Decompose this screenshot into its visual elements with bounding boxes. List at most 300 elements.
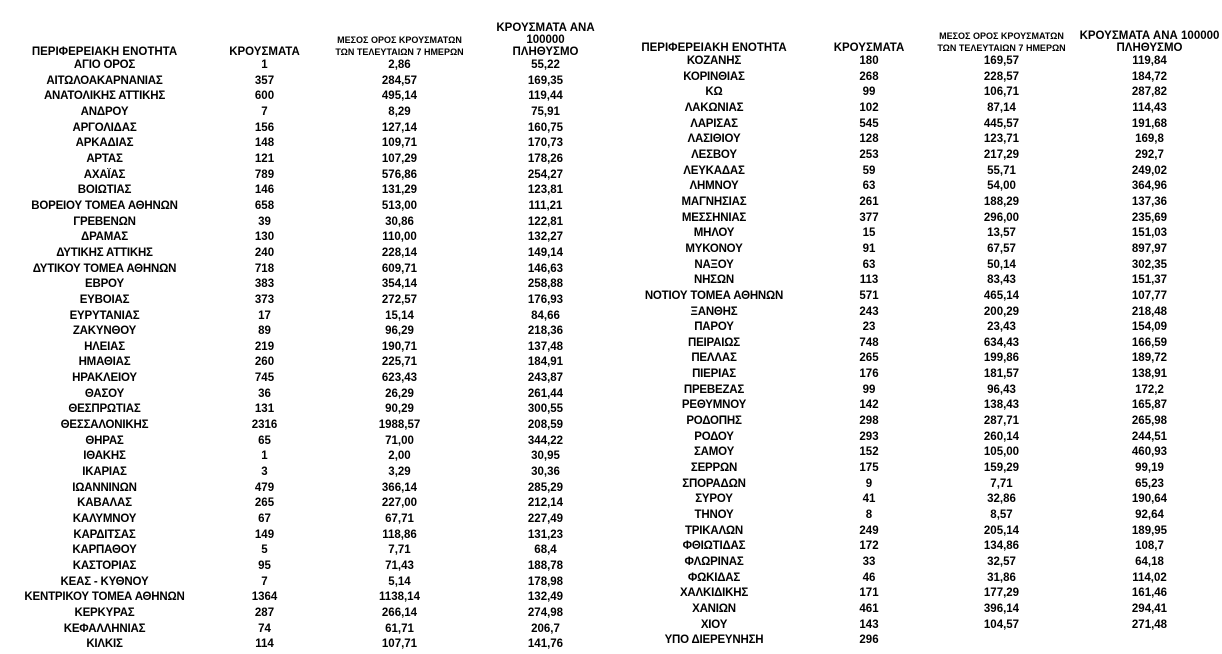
table-row xyxy=(614,430,1220,446)
avg7-cell: 61,71 xyxy=(385,622,414,635)
region-cell: ΜΕΣΣΗΝΙΑΣ xyxy=(681,211,747,224)
per100k-cell: 149,14 xyxy=(527,246,564,259)
cases-cell: 600 xyxy=(254,90,275,103)
region-cell: ΚΕΝΤΡΙΚΟΥ ΤΟΜΕΑ ΑΘΗΝΩΝ xyxy=(24,591,185,604)
cases-cell: 148 xyxy=(254,137,275,150)
region-cell: ΕΒΡΟΥ xyxy=(85,278,124,291)
region-cell: ΛΕΥΚΑΔΑΣ xyxy=(683,164,745,177)
per100k-cell: 131,23 xyxy=(527,528,564,541)
per100k-cell: 151,37 xyxy=(1131,274,1168,287)
region-cell: ΣΑΜΟΥ xyxy=(693,446,735,459)
header-region: ΠΕΡΙΦΕΡΕΙΑΚΗ ΕΝΟΤΗΤΑ xyxy=(641,42,787,54)
avg7-cell: 260,14 xyxy=(983,430,1020,443)
cases-cell: 67 xyxy=(258,513,271,526)
region-cell: ΛΑΚΩΝΙΑΣ xyxy=(684,101,744,114)
avg7-cell: 354,14 xyxy=(381,278,418,291)
cases-cell: 131 xyxy=(254,403,275,416)
region-cell: ΑΧΑΪΑΣ xyxy=(83,168,126,181)
cases-cell: 46 xyxy=(862,571,876,584)
table-row xyxy=(614,117,1220,133)
cases-cell: 3 xyxy=(261,466,268,479)
cases-cell: 2316 xyxy=(251,419,278,432)
table-row xyxy=(614,195,1220,211)
region-cell: ΝΗΣΩΝ xyxy=(693,274,735,287)
cases-cell: 1 xyxy=(261,450,268,463)
table-row xyxy=(2,418,614,434)
table-row xyxy=(614,445,1220,461)
avg7-cell: 623,43 xyxy=(381,372,418,385)
region-cell: ΔΡΑΜΑΣ xyxy=(81,231,128,244)
per100k-cell: 170,73 xyxy=(527,137,564,150)
avg7-cell: 5,14 xyxy=(388,575,411,588)
table-row xyxy=(2,449,614,465)
region-cell: ΧΑΛΚΙΔΙΚΗΣ xyxy=(679,587,749,600)
per100k-cell: 165,87 xyxy=(1131,399,1168,412)
region-cell: ΑΝΔΡΟΥ xyxy=(80,105,129,118)
cases-cell: 89 xyxy=(258,325,271,338)
region-cell: ΑΡΤΑΣ xyxy=(86,152,123,165)
cases-cell: 7 xyxy=(261,105,268,118)
per100k-cell: 169,35 xyxy=(527,74,564,87)
header-per100k: ΚΡΟΥΣΜΑΤΑ ΑΝΑ 100000 ΠΛΗΘΥΣΜΟ xyxy=(496,22,595,58)
avg7-cell: 54,00 xyxy=(987,180,1016,193)
table-row xyxy=(2,622,614,638)
table-row xyxy=(2,199,614,215)
cases-cell: 95 xyxy=(258,560,271,572)
cases-cell: 545 xyxy=(859,117,879,130)
table-header-left xyxy=(2,22,614,58)
avg7-cell: 105,00 xyxy=(983,446,1020,459)
cases-cell: 9 xyxy=(865,477,873,490)
per100k-cell: 300,55 xyxy=(527,403,564,416)
avg7-cell: 127,14 xyxy=(381,121,418,134)
avg7-cell: 159,29 xyxy=(983,462,1020,475)
cases-cell: 745 xyxy=(254,372,275,385)
table-row xyxy=(614,85,1220,101)
table-row xyxy=(2,528,614,544)
cases-cell: 36 xyxy=(258,387,271,400)
cases-cell: 789 xyxy=(254,168,275,181)
avg7-cell: 465,14 xyxy=(983,289,1020,302)
cases-cell: 33 xyxy=(862,556,876,568)
cases-cell: 99 xyxy=(862,383,876,396)
avg7-cell: 32,57 xyxy=(987,556,1016,568)
region-cell: ΑΡΓΟΛΙΔΑΣ xyxy=(72,121,137,134)
header-avg7: ΜΕΣΟΣ ΟΡΟΣ ΚΡΟΥΣΜΑΤΩΝ ΤΩΝ ΤΕΛΕΥΤΑΙΩΝ 7 ΗΜΕΡΩΝ xyxy=(335,35,464,57)
region-cell: ΡΕΘΥΜΝΟΥ xyxy=(681,399,747,412)
table-row xyxy=(614,336,1220,352)
region-cell: ΚΙΛΚΙΣ xyxy=(86,638,123,651)
per100k-cell: 191,68 xyxy=(1131,117,1168,130)
region-cell: ΕΥΒΟΙΑΣ xyxy=(79,293,130,306)
per100k-cell: 154,09 xyxy=(1131,321,1168,334)
header-cases: ΚΡΟΥΣΜΑΤΑ xyxy=(229,46,300,58)
avg7-cell: 227,00 xyxy=(381,497,418,510)
cases-cell: 5 xyxy=(261,544,268,557)
avg7-cell: 118,86 xyxy=(382,528,417,541)
per100k-cell: 166,59 xyxy=(1131,336,1168,349)
table-row xyxy=(614,289,1220,305)
table-row xyxy=(2,434,614,450)
per100k-cell: 258,88 xyxy=(527,278,564,291)
cases-cell: 102 xyxy=(859,101,879,114)
region-cell: ΑΡΚΑΔΙΑΣ xyxy=(75,137,134,150)
table-row xyxy=(614,320,1220,336)
region-cell: ΚΑΣΤΟΡΙΑΣ xyxy=(72,560,137,572)
per100k-cell: 92,64 xyxy=(1135,509,1164,522)
per100k-cell: 146,63 xyxy=(527,262,564,275)
avg7-cell: 609,71 xyxy=(381,262,418,275)
avg7-cell: 190,71 xyxy=(381,340,418,353)
cases-cell: 479 xyxy=(254,481,275,494)
table-row xyxy=(614,539,1220,555)
region-cell: ΞΑΝΘΗΣ xyxy=(690,305,738,318)
header-region: ΠΕΡΙΦΕΡΕΙΑΚΗ ΕΝΟΤΗΤΑ xyxy=(31,46,178,58)
cases-cell: 253 xyxy=(859,148,879,161)
per100k-cell: 108,7 xyxy=(1135,540,1164,553)
avg7-cell: 2,00 xyxy=(388,450,411,463)
avg7-cell: 104,57 xyxy=(983,618,1020,631)
table-row xyxy=(2,136,614,152)
per100k-cell: 99,19 xyxy=(1135,462,1164,475)
per100k-cell: 161,46 xyxy=(1131,587,1168,600)
avg7-cell: 71,43 xyxy=(385,560,414,572)
cases-cell: 143 xyxy=(859,618,879,631)
per100k-cell: 178,26 xyxy=(527,152,564,165)
cases-table-right xyxy=(614,22,1220,649)
region-cell: ΛΑΡΙΣΑΣ xyxy=(690,117,738,130)
table-row xyxy=(614,211,1220,227)
per100k-cell xyxy=(1079,633,1220,649)
table-row xyxy=(614,164,1220,180)
per100k-cell: 114,02 xyxy=(1132,571,1167,584)
avg7-cell: 96,43 xyxy=(987,383,1016,396)
cases-cell: 65 xyxy=(258,434,271,447)
per100k-cell: 137,36 xyxy=(1131,195,1168,208)
cases-cell: 175 xyxy=(859,462,879,475)
avg7-cell: 123,71 xyxy=(983,133,1020,146)
cases-cell: 142 xyxy=(859,399,879,412)
region-cell: ΝΟΤΙΟΥ ΤΟΜΕΑ ΑΘΗΝΩΝ xyxy=(644,289,784,302)
cases-cell: 383 xyxy=(254,278,275,291)
per100k-cell: 292,7 xyxy=(1135,148,1164,161)
cases-cell: 171 xyxy=(859,587,879,600)
region-cell: ΘΑΣΟΥ xyxy=(84,387,125,400)
table-row xyxy=(2,512,614,528)
avg7-cell: 67,71 xyxy=(385,513,414,526)
per100k-cell: 68,4 xyxy=(534,544,557,557)
region-cell: ΚΕΦΑΛΛΗΝΙΑΣ xyxy=(63,622,146,635)
table-row xyxy=(2,215,614,231)
table-row xyxy=(614,461,1220,477)
table-row xyxy=(2,246,614,262)
per100k-cell: 65,23 xyxy=(1135,477,1164,490)
avg7-cell: 110,00 xyxy=(382,231,417,244)
table-row xyxy=(614,602,1220,618)
table-row xyxy=(614,179,1220,195)
region-cell: ΚΟΡΙΝΘΙΑΣ xyxy=(683,70,745,83)
table-row xyxy=(614,242,1220,258)
avg7-cell: 217,29 xyxy=(983,148,1020,161)
table-row xyxy=(2,121,614,137)
region-cell: ΚΑΡΔΙΤΣΑΣ xyxy=(73,528,136,541)
avg7-cell: 8,57 xyxy=(990,509,1013,522)
avg7-cell: 134,86 xyxy=(983,540,1020,553)
per100k-cell: 212,14 xyxy=(527,497,564,510)
region-cell: ΗΜΑΘΙΑΣ xyxy=(78,356,131,369)
cases-cell: 74 xyxy=(258,622,271,635)
per100k-cell: 227,49 xyxy=(527,513,564,526)
region-cell: ΝΑΞΟΥ xyxy=(694,258,734,271)
region-cell: ΘΕΣΠΡΩΤΙΑΣ xyxy=(68,403,141,416)
cases-cell: 91 xyxy=(862,242,876,255)
table-row xyxy=(2,340,614,356)
region-cell: ΑΙΤΩΛΟΑΚΑΡΝΑΝΙΑΣ xyxy=(46,74,163,87)
per100k-cell: 160,75 xyxy=(527,121,564,134)
region-cell: ΜΑΓΝΗΣΙΑΣ xyxy=(681,195,747,208)
region-cell: ΚΟΖΑΝΗΣ xyxy=(686,55,742,67)
table-row xyxy=(614,618,1220,634)
cases-cell: 156 xyxy=(254,121,275,134)
per100k-cell: 151,03 xyxy=(1131,227,1168,240)
per100k-cell: 122,81 xyxy=(527,215,564,228)
table-row xyxy=(2,465,614,481)
per100k-cell: 132,49 xyxy=(527,591,564,604)
cases-cell: 121 xyxy=(254,152,275,165)
avg7-cell: 284,57 xyxy=(381,74,418,87)
table-row xyxy=(614,383,1220,399)
cases-cell: 298 xyxy=(859,415,879,428)
per100k-cell: 172,2 xyxy=(1135,383,1164,396)
avg7-cell: 188,29 xyxy=(983,195,1020,208)
table-row xyxy=(2,277,614,293)
per100k-cell: 218,48 xyxy=(1131,305,1168,318)
table-row xyxy=(2,183,614,199)
region-cell: ΒΟΡΕΙΟΥ ΤΟΜΕΑ ΑΘΗΝΩΝ xyxy=(31,199,178,212)
table-row xyxy=(2,387,614,403)
per100k-cell: 184,91 xyxy=(527,356,564,369)
avg7-cell: 13,57 xyxy=(987,227,1016,240)
avg7-cell: 67,57 xyxy=(987,242,1016,255)
per100k-cell: 344,22 xyxy=(527,434,564,447)
per100k-cell: 55,22 xyxy=(531,59,560,71)
avg7-cell: 634,43 xyxy=(983,336,1020,349)
cases-cell: 268 xyxy=(859,70,879,83)
region-cell: ΠΙΕΡΙΑΣ xyxy=(692,368,736,381)
region-cell: ΘΕΣΣΑΛΟΝΙΚΗΣ xyxy=(60,419,149,432)
table-row xyxy=(614,305,1220,321)
table-row xyxy=(614,226,1220,242)
avg7-cell: 30,86 xyxy=(385,215,414,228)
table-row xyxy=(614,54,1220,70)
avg7-cell: 96,29 xyxy=(385,325,414,338)
cases-cell: 146 xyxy=(254,184,275,197)
table-row xyxy=(2,371,614,387)
region-cell: ΚΑΛΥΜΝΟΥ xyxy=(72,513,137,526)
per100k-cell: 218,36 xyxy=(527,325,564,338)
per100k-cell: 132,27 xyxy=(527,231,564,244)
cases-cell: 296 xyxy=(859,634,879,647)
region-cell: ΑΝΑΤΟΛΙΚΗΣ ΑΤΤΙΚΗΣ xyxy=(43,90,166,103)
cases-cell: 149 xyxy=(254,528,275,541)
avg7-cell: 205,14 xyxy=(983,524,1020,537)
per100k-cell: 176,93 xyxy=(527,293,564,306)
cases-cell: 172 xyxy=(859,540,879,553)
per100k-cell: 114,43 xyxy=(1132,101,1167,114)
region-cell: ΑΓΙΟ ΟΡΟΣ xyxy=(73,59,136,71)
avg7-cell: 109,71 xyxy=(381,137,418,150)
region-cell: ΠΕΙΡΑΙΩΣ xyxy=(687,336,740,349)
avg7-cell: 131,29 xyxy=(381,184,418,197)
cases-cell: 63 xyxy=(862,180,876,193)
per100k-cell: 169,8 xyxy=(1135,133,1164,146)
cases-cell: 571 xyxy=(859,289,879,302)
table-row xyxy=(2,637,614,653)
region-cell: ΛΗΜΝΟΥ xyxy=(689,180,739,193)
cases-cell: 461 xyxy=(859,602,879,615)
table-row xyxy=(614,633,1220,649)
per100k-cell: 141,76 xyxy=(527,638,564,651)
avg7-cell: 225,71 xyxy=(381,356,418,369)
avg7-cell: 32,86 xyxy=(987,493,1016,506)
per100k-cell: 30,36 xyxy=(531,466,560,479)
table-row xyxy=(2,402,614,418)
table-row xyxy=(2,481,614,497)
table-body-right xyxy=(614,54,1220,649)
per100k-cell: 184,72 xyxy=(1131,70,1168,83)
avg7-cell: 1138,14 xyxy=(379,591,420,604)
per100k-cell: 107,77 xyxy=(1131,289,1168,302)
cases-cell: 377 xyxy=(859,211,879,224)
region-cell: ΖΑΚΥΝΘΟΥ xyxy=(72,325,137,338)
per100k-cell: 243,87 xyxy=(527,372,564,385)
avg7-cell: 107,29 xyxy=(381,152,418,165)
region-cell: ΗΡΑΚΛΕΙΟΥ xyxy=(72,372,137,385)
region-cell: ΠΕΛΛΑΣ xyxy=(691,352,737,365)
cases-cell: 357 xyxy=(254,74,275,87)
cases-cell: 39 xyxy=(258,215,271,228)
region-cell: ΓΡΕΒΕΝΩΝ xyxy=(73,215,136,228)
table-row xyxy=(614,414,1220,430)
region-cell: ΙΘΑΚΗΣ xyxy=(83,450,126,463)
per100k-cell: 119,84 xyxy=(1132,55,1167,67)
region-cell: ΧΑΝΙΩΝ xyxy=(692,602,736,615)
per100k-cell: 294,41 xyxy=(1131,602,1168,615)
region-cell: ΣΠΟΡΑΔΩΝ xyxy=(682,477,746,490)
avg7-cell: 445,57 xyxy=(983,117,1020,130)
region-cell: ΗΛΕΙΑΣ xyxy=(84,340,125,353)
per100k-cell: 189,95 xyxy=(1131,524,1168,537)
per100k-cell: 287,82 xyxy=(1131,86,1168,99)
cases-cell: 128 xyxy=(859,133,879,146)
avg7-cell: 107,71 xyxy=(381,638,418,651)
cases-table-left xyxy=(2,22,614,653)
avg7-cell: 87,14 xyxy=(987,101,1016,114)
region-cell: ΚΑΒΑΛΑΣ xyxy=(77,497,132,510)
per100k-cell: 84,66 xyxy=(531,309,560,322)
avg7-cell: 513,00 xyxy=(381,199,418,212)
cases-cell: 260 xyxy=(254,356,275,369)
per100k-cell: 244,51 xyxy=(1131,430,1168,443)
table-row xyxy=(614,571,1220,587)
cases-cell: 8 xyxy=(865,509,873,522)
per100k-cell: 271,48 xyxy=(1131,618,1168,631)
table-row xyxy=(2,293,614,309)
region-cell: ΤΡΙΚΑΛΩΝ xyxy=(684,524,744,537)
region-cell: ΒΟΙΩΤΙΑΣ xyxy=(77,184,132,197)
region-cell: ΣΥΡΟΥ xyxy=(695,493,733,506)
avg7-cell: 7,71 xyxy=(990,477,1013,490)
avg7-cell: 2,86 xyxy=(388,59,411,71)
table-row xyxy=(614,477,1220,493)
avg7-cell: 181,57 xyxy=(983,368,1020,381)
region-cell: ΔΥΤΙΚΗΣ ΑΤΤΙΚΗΣ xyxy=(56,246,153,259)
region-cell: ΦΛΩΡΙΝΑΣ xyxy=(684,556,744,568)
avg7-cell: 228,14 xyxy=(381,246,418,259)
table-row xyxy=(2,559,614,575)
table-row xyxy=(2,230,614,246)
per100k-cell: 208,59 xyxy=(527,419,564,432)
table-row xyxy=(2,74,614,90)
avg7-cell: 3,29 xyxy=(388,466,411,479)
table-row xyxy=(614,70,1220,86)
per100k-cell: 64,18 xyxy=(1135,556,1164,568)
table-row xyxy=(614,351,1220,367)
per100k-cell: 119,44 xyxy=(528,90,563,103)
table-row xyxy=(614,586,1220,602)
avg7-cell xyxy=(924,633,1079,649)
cases-cell: 113 xyxy=(859,274,879,287)
cases-cell: 1 xyxy=(261,59,268,71)
avg7-cell: 396,14 xyxy=(983,602,1020,615)
table-row xyxy=(2,152,614,168)
per100k-cell: 111,21 xyxy=(528,199,563,212)
per100k-cell: 30,95 xyxy=(531,450,560,463)
avg7-cell: 7,71 xyxy=(388,544,411,557)
header-avg7: ΜΕΣΟΣ ΟΡΟΣ ΚΡΟΥΣΜΑΤΩΝ ΤΩΝ ΤΕΛΕΥΤΑΙΩΝ 7 ΗΜΕΡΩΝ xyxy=(937,31,1066,53)
region-cell: ΧΙΟΥ xyxy=(700,618,728,631)
region-cell: ΚΕΡΚΥΡΑΣ xyxy=(74,606,135,619)
cases-cell: 373 xyxy=(254,293,275,306)
table-row xyxy=(2,575,614,591)
per100k-cell: 460,93 xyxy=(1131,446,1168,459)
region-cell: ΛΑΣΙΘΙΟΥ xyxy=(687,133,741,146)
avg7-cell: 272,57 xyxy=(381,293,418,306)
avg7-cell: 50,14 xyxy=(987,258,1016,271)
header-cases: ΚΡΟΥΣΜΑΤΑ xyxy=(833,42,905,54)
cases-cell: 265 xyxy=(859,352,879,365)
region-cell: ΙΚΑΡΙΑΣ xyxy=(82,466,127,479)
cases-cell: 219 xyxy=(254,340,275,353)
per100k-cell: 302,35 xyxy=(1131,258,1168,271)
avg7-cell: 266,14 xyxy=(381,606,418,619)
cases-cell: 41 xyxy=(862,493,876,506)
cases-cell: 7 xyxy=(261,575,268,588)
table-row xyxy=(614,258,1220,274)
table-row xyxy=(2,105,614,121)
avg7-cell: 71,00 xyxy=(385,434,414,447)
table-row xyxy=(614,132,1220,148)
cases-cell: 180 xyxy=(859,55,879,67)
region-cell: ΚΑΡΠΑΘΟΥ xyxy=(72,544,137,557)
cases-cell: 240 xyxy=(254,246,275,259)
region-cell: ΕΥΡΥΤΑΝΙΑΣ xyxy=(69,309,140,322)
cases-cell: 63 xyxy=(862,258,876,271)
cases-cell: 1364 xyxy=(251,591,278,604)
region-cell: ΠΑΡΟΥ xyxy=(694,321,734,334)
per100k-cell: 249,02 xyxy=(1131,164,1168,177)
table-row xyxy=(2,58,614,74)
